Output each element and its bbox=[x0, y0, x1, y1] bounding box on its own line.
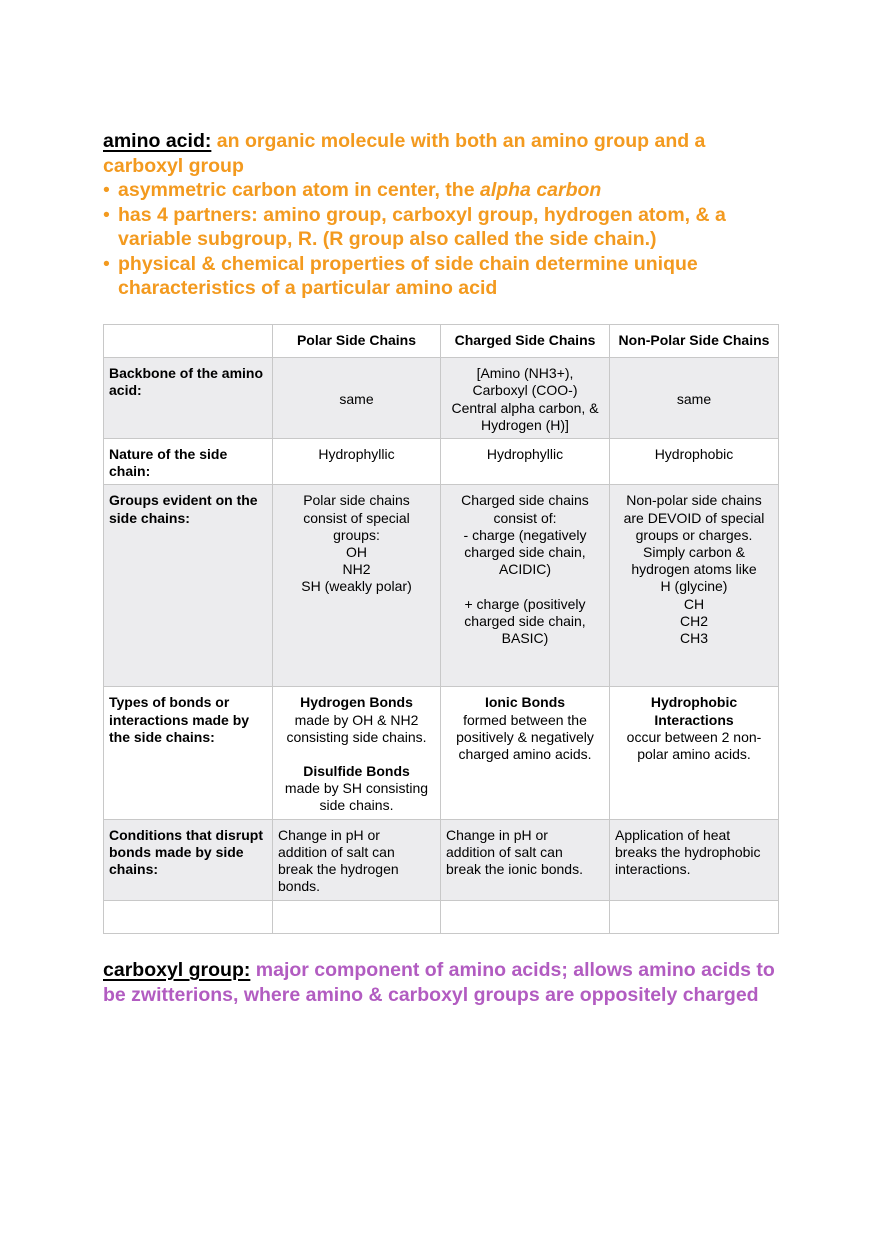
bullet-text: has 4 partners: amino group, carboxyl group, hydrogen atom, & a variable subgroup, R. (R group also called the side chain.) bbox=[118, 203, 726, 250]
bullet-text: physical & chemical properties of side chain determine unique characteristics of a particular amino acid bbox=[118, 252, 698, 299]
cell-nature-nonpolar: Hydrophobic bbox=[610, 439, 779, 485]
cell-nature-charged: Hydrophyllic bbox=[441, 439, 610, 485]
hydrophobic-interactions-title: Hydrophobic Interactions bbox=[650, 694, 738, 728]
table-row-conditions bbox=[104, 819, 779, 900]
disulfide-bonds-text: made by SH consisting side chains. bbox=[284, 780, 429, 814]
cell-nature-polar: Hydrophyllic bbox=[273, 439, 441, 485]
row-label-backbone: Backbone of the amino acid: bbox=[104, 358, 273, 439]
cell-backbone-charged: [Amino (NH3+), Carboxyl (COO-) Central alpha carbon, & Hydrogen (H)] bbox=[441, 358, 610, 439]
cell-groups-charged: Charged side chains consist of: - charge (negatively charged side chain, ACIDIC) + charge (positively charged side chain, BASIC) bbox=[441, 485, 610, 687]
bullet-dot: • bbox=[103, 179, 110, 201]
table-row-bonds bbox=[104, 687, 779, 819]
table-header-row bbox=[104, 325, 779, 358]
table-row-groups bbox=[104, 485, 779, 687]
cell-backbone-nonpolar: same bbox=[610, 358, 779, 439]
hydrophobic-interactions-text: occur between 2 non- polar amino acids. bbox=[626, 728, 762, 763]
empty-cell bbox=[610, 900, 779, 933]
cell-backbone-polar: same bbox=[273, 358, 441, 439]
cell-conditions-nonpolar: Application of heat breaks the hydrophobic interactions. bbox=[610, 819, 779, 900]
amino-acid-term: amino acid: bbox=[103, 130, 212, 152]
amino-acid-section bbox=[103, 129, 783, 301]
cell-conditions-polar: Change in pH or addition of salt can break the hydrogen bonds. bbox=[273, 819, 441, 900]
spacer bbox=[278, 746, 435, 763]
side-chain-table-wrapper bbox=[103, 324, 779, 934]
bullet-dot: • bbox=[103, 252, 110, 275]
cell-groups-polar: Polar side chains consist of special groups: OH NH2 SH (weakly polar) bbox=[273, 485, 441, 687]
list-item bbox=[103, 178, 783, 203]
ionic-bonds-title: Ionic Bonds bbox=[484, 694, 566, 711]
amino-acid-bullet-list bbox=[103, 178, 783, 301]
empty-cell bbox=[273, 900, 441, 933]
table-row-nature bbox=[104, 439, 779, 485]
hydrogen-bonds-text: made by OH & NH2 consisting side chains. bbox=[286, 711, 427, 745]
cell-bonds-nonpolar bbox=[610, 687, 779, 819]
bullet-dot: • bbox=[103, 203, 110, 226]
row-label-groups: Groups evident on the side chains: bbox=[104, 485, 273, 687]
disulfide-bonds-title: Disulfide Bonds bbox=[303, 763, 410, 780]
carboxyl-group-term: carboxyl group: bbox=[103, 959, 251, 981]
cell-groups-nonpolar: Non-polar side chains are DEVOID of special groups or charges. Simply carbon & hydrogen atoms like H (glycine) CH CH2 CH3 bbox=[610, 485, 779, 687]
side-chain-table bbox=[103, 324, 779, 934]
row-label-conditions: Conditions that disrupt bonds made by side chains: bbox=[104, 819, 273, 900]
row-label-nature: Nature of the side chain: bbox=[104, 439, 273, 485]
carboxyl-group-section bbox=[103, 958, 783, 1007]
list-item bbox=[103, 203, 783, 252]
alpha-carbon-term: alpha carbon bbox=[479, 179, 602, 201]
bullet-text: asymmetric carbon atom in center, the bbox=[118, 179, 480, 201]
cell-conditions-charged: Change in pH or addition of salt can break the ionic bonds. bbox=[441, 819, 610, 900]
table-header-empty bbox=[104, 325, 273, 358]
carboxyl-group-definition: major component of amino acids; allows amino acids to be zwitterions, where amino & carboxyl groups are oppositely charged bbox=[103, 959, 775, 1006]
table-header-charged: Charged Side Chains bbox=[441, 325, 610, 358]
empty-cell bbox=[104, 900, 273, 933]
cell-bonds-polar bbox=[273, 687, 441, 819]
amino-acid-definition bbox=[103, 129, 783, 178]
table-row-empty bbox=[104, 900, 779, 933]
hydrogen-bonds-title: Hydrogen Bonds bbox=[300, 694, 413, 711]
table-header-polar: Polar Side Chains bbox=[273, 325, 441, 358]
cell-bonds-charged bbox=[441, 687, 610, 819]
table-row-backbone bbox=[104, 358, 779, 439]
list-item bbox=[103, 252, 783, 301]
row-label-bonds: Types of bonds or interactions made by the side chains: bbox=[104, 687, 273, 819]
ionic-bonds-text: formed between the positively & negatively charged amino acids. bbox=[456, 711, 594, 763]
amino-acid-definition-text: an organic molecule with both an amino group and a carboxyl group bbox=[103, 130, 706, 177]
table-header-nonpolar: Non-Polar Side Chains bbox=[610, 325, 779, 358]
empty-cell bbox=[441, 900, 610, 933]
